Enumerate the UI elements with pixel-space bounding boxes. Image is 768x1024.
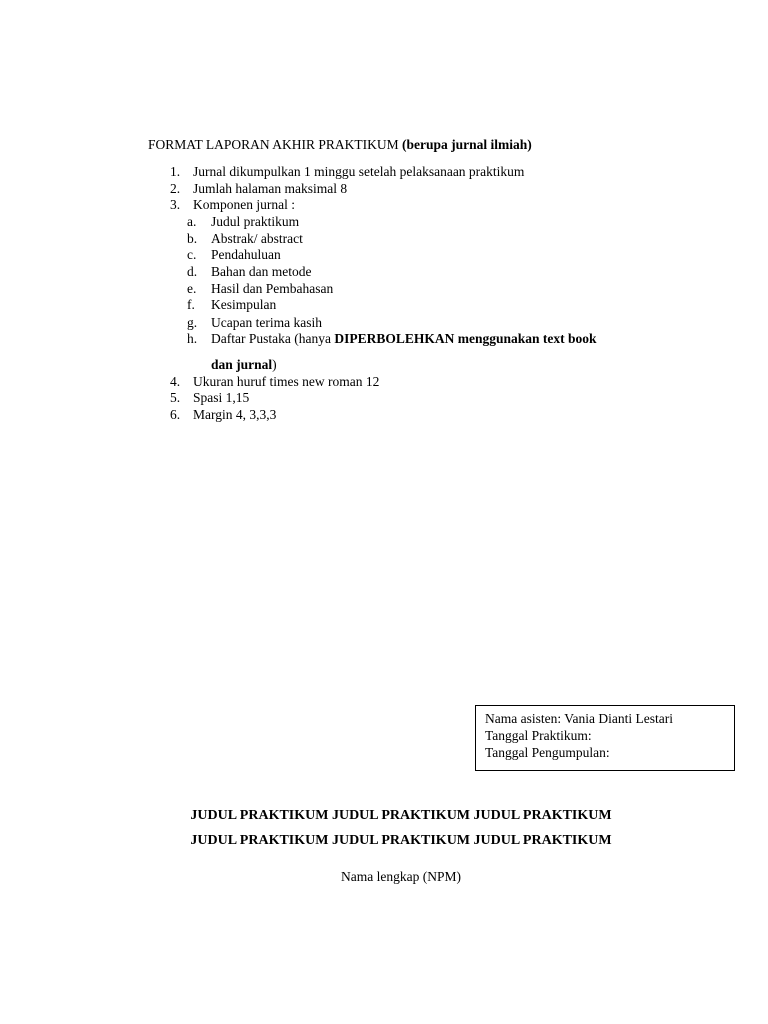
item-text: Margin 4, 3,3,3 <box>193 407 277 422</box>
references-emphasis: DIPERBOLEHKAN <box>334 331 455 346</box>
practicum-date: Tanggal Praktikum: <box>485 728 592 743</box>
submission-date: Tanggal Pengumpulan: <box>485 745 610 760</box>
item-number: 3. <box>170 197 181 212</box>
references-prefix: Daftar Pustaka (hanya <box>211 331 335 346</box>
item-text: Bahan dan metode <box>211 264 312 279</box>
item-number: 6. <box>170 407 181 422</box>
item-letter: h. <box>187 331 198 346</box>
item-letter: b. <box>187 231 198 246</box>
report-title-line-1: JUDUL PRAKTIKUM JUDUL PRAKTIKUM JUDUL PRAKTIKUM <box>190 808 612 823</box>
assistant-info-box <box>475 705 735 771</box>
item-text: Spasi 1,15 <box>193 390 250 405</box>
item-letter: c. <box>187 247 197 262</box>
item-text: Jumlah halaman maksimal 8 <box>193 181 348 196</box>
item-number: 4. <box>170 374 181 389</box>
item-text: Komponen jurnal : <box>193 197 295 212</box>
author-name: Nama lengkap (NPM) <box>341 869 461 884</box>
item-letter: d. <box>187 264 198 279</box>
heading-main: FORMAT LAPORAN AKHIR PRAKTIKUM <box>148 137 399 152</box>
references-emphasis-cont: menggunakan text book <box>454 331 597 346</box>
item-text: Judul praktikum <box>211 214 300 229</box>
heading-sub: (berupa jurnal ilmiah) <box>402 137 532 152</box>
item-text: Ukuran huruf times new roman 12 <box>193 374 380 389</box>
item-number: 2. <box>170 181 181 196</box>
item-text: Hasil dan Pembahasan <box>211 281 334 296</box>
item-text: Pendahuluan <box>211 247 281 262</box>
item-text <box>211 330 597 347</box>
assistant-name: Nama asisten: Vania Dianti Lestari <box>485 711 673 726</box>
item-letter: a. <box>187 214 197 229</box>
references-suffix: ) <box>272 357 277 372</box>
report-title-line-2: JUDUL PRAKTIKUM JUDUL PRAKTIKUM JUDUL PRAKTIKUM <box>190 833 612 848</box>
item-text: Kesimpulan <box>211 297 277 312</box>
item-number: 5. <box>170 390 181 405</box>
item-text: Ucapan terima kasih <box>211 315 322 330</box>
item-text <box>211 356 277 373</box>
item-text: Abstrak/ abstract <box>211 231 303 246</box>
references-emphasis-end: dan jurnal <box>211 357 273 372</box>
item-text: Jurnal dikumpulkan 1 minggu setelah pelaksanaan praktikum <box>193 164 525 179</box>
format-heading <box>148 137 532 153</box>
item-letter: f. <box>187 297 195 312</box>
item-letter: g. <box>187 315 198 330</box>
item-letter: e. <box>187 281 197 296</box>
item-number: 1. <box>170 164 181 179</box>
